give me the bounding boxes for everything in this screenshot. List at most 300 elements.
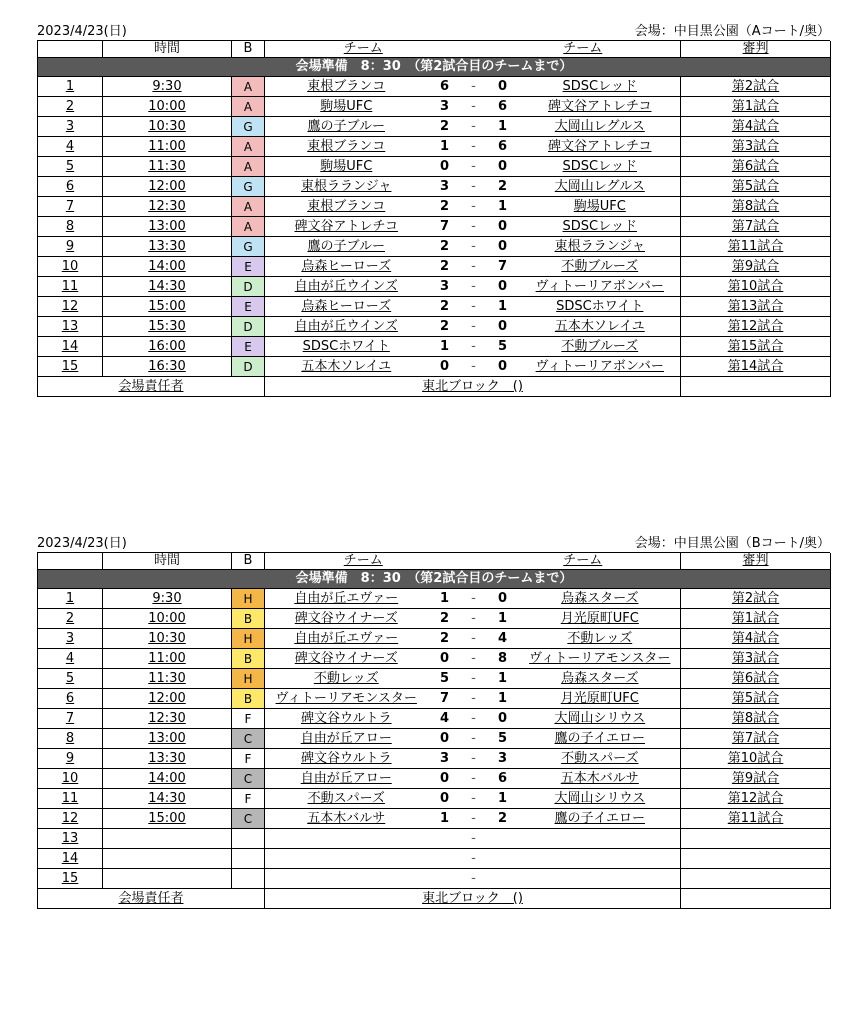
- match-row: [38, 257, 831, 277]
- score-separator: -: [462, 237, 486, 257]
- match-time: 10:00: [103, 609, 232, 629]
- team1-score: [428, 869, 462, 889]
- score-separator: -: [462, 749, 486, 769]
- score-separator: -: [462, 769, 486, 789]
- team1-name: 不動スパーズ: [265, 789, 428, 809]
- team2-score: 1: [486, 297, 520, 317]
- team2-score: 0: [486, 237, 520, 257]
- team2-name: 烏森スターズ: [520, 589, 681, 609]
- match-row: [38, 97, 831, 117]
- team1-score: 2: [428, 257, 462, 277]
- team1-name: 駒場UFC: [265, 157, 428, 177]
- referee-assignment: 第9試合: [681, 257, 831, 277]
- block-badge: C: [232, 729, 265, 749]
- team2-name: 鷹の子イエロー: [520, 729, 681, 749]
- venue-label: 会場：中目黒公園（Aコート/奥）: [634, 24, 830, 39]
- header-time: 時間: [103, 41, 232, 58]
- match-row: [38, 117, 831, 137]
- team2-name: 不動ブルーズ: [520, 257, 681, 277]
- team1-name: ヴィトーリアモンスター: [265, 689, 428, 709]
- schedule-table: [37, 41, 831, 397]
- block-badge: C: [232, 769, 265, 789]
- team1-score: 4: [428, 709, 462, 729]
- team1-score: 3: [428, 97, 462, 117]
- team2-name: 五本木ソレイユ: [520, 317, 681, 337]
- referee-assignment: 第6試合: [681, 157, 831, 177]
- match-number: 6: [38, 177, 103, 197]
- score-separator: -: [462, 337, 486, 357]
- venue-manager-label: 会場責任者: [38, 377, 265, 397]
- header-no: [38, 41, 103, 58]
- team1-name: 碑文谷ウルトラ: [265, 709, 428, 729]
- score-separator: -: [462, 197, 486, 217]
- match-row: [38, 829, 831, 849]
- match-time: 11:00: [103, 649, 232, 669]
- match-time: 15:00: [103, 297, 232, 317]
- match-time: 16:30: [103, 357, 232, 377]
- team1-name: 不動レッズ: [265, 669, 428, 689]
- match-number: 7: [38, 709, 103, 729]
- match-number: 10: [38, 769, 103, 789]
- team2-score: 1: [486, 609, 520, 629]
- match-number: 15: [38, 357, 103, 377]
- match-row: [38, 177, 831, 197]
- match-time: 11:00: [103, 137, 232, 157]
- referee-assignment: [681, 829, 831, 849]
- team2-name: 駒場UFC: [520, 197, 681, 217]
- score-separator: -: [462, 117, 486, 137]
- match-time: [103, 829, 232, 849]
- venue-manager-label: 会場責任者: [38, 889, 265, 909]
- team2-name: 不動レッズ: [520, 629, 681, 649]
- team1-name: 碑文谷アトレチコ: [265, 217, 428, 237]
- match-number: 4: [38, 649, 103, 669]
- score-separator: -: [462, 849, 486, 869]
- score-separator: -: [462, 729, 486, 749]
- team2-score: [486, 869, 520, 889]
- referee-assignment: 第4試合: [681, 117, 831, 137]
- match-row: [38, 609, 831, 629]
- match-number: 14: [38, 337, 103, 357]
- referee-assignment: [681, 869, 831, 889]
- match-time: 13:30: [103, 749, 232, 769]
- block-badge: H: [232, 669, 265, 689]
- block-badge: E: [232, 257, 265, 277]
- schedule-court-a: [37, 24, 830, 397]
- team1-name: 自由が丘アロー: [265, 769, 428, 789]
- team2-score: [486, 829, 520, 849]
- team2-name: 大岡山レグルス: [520, 117, 681, 137]
- block-badge: E: [232, 337, 265, 357]
- team1-name: 東根ブランコ: [265, 137, 428, 157]
- match-time: 9:30: [103, 77, 232, 97]
- match-number: 5: [38, 669, 103, 689]
- referee-assignment: 第6試合: [681, 669, 831, 689]
- block-badge: A: [232, 197, 265, 217]
- score-separator: -: [462, 157, 486, 177]
- team1-name: 自由が丘ウインズ: [265, 277, 428, 297]
- team2-score: 1: [486, 789, 520, 809]
- team1-name: 駒場UFC: [265, 97, 428, 117]
- team1-score: 1: [428, 809, 462, 829]
- match-number: 4: [38, 137, 103, 157]
- team2-name: ヴィトーリアモンスター: [520, 649, 681, 669]
- block-badge: E: [232, 297, 265, 317]
- match-number: 8: [38, 217, 103, 237]
- team2-name: [520, 869, 681, 889]
- team2-score: 0: [486, 77, 520, 97]
- match-number: 13: [38, 829, 103, 849]
- team2-score: 0: [486, 589, 520, 609]
- match-row: [38, 669, 831, 689]
- block-badge: H: [232, 629, 265, 649]
- team1-name: 五本木ソレイユ: [265, 357, 428, 377]
- referee-assignment: 第7試合: [681, 217, 831, 237]
- match-time: 14:30: [103, 789, 232, 809]
- score-separator: -: [462, 869, 486, 889]
- block-badge: G: [232, 237, 265, 257]
- block-badge: F: [232, 789, 265, 809]
- match-number: 5: [38, 157, 103, 177]
- referee-assignment: 第8試合: [681, 709, 831, 729]
- referee-assignment: 第1試合: [681, 97, 831, 117]
- score-separator: -: [462, 789, 486, 809]
- referee-assignment: 第1試合: [681, 609, 831, 629]
- score-separator: -: [462, 177, 486, 197]
- match-time: 10:30: [103, 629, 232, 649]
- team2-name: SDSCホワイト: [520, 297, 681, 317]
- team2-score: 1: [486, 689, 520, 709]
- team1-name: 五本木バルサ: [265, 809, 428, 829]
- team1-score: 0: [428, 649, 462, 669]
- score-separator: -: [462, 589, 486, 609]
- team1-score: 7: [428, 217, 462, 237]
- score-separator: -: [462, 629, 486, 649]
- block-badge: [232, 829, 265, 849]
- match-row: [38, 357, 831, 377]
- referee-assignment: 第11試合: [681, 237, 831, 257]
- team1-name: 烏森ヒーローズ: [265, 257, 428, 277]
- team2-score: 6: [486, 97, 520, 117]
- match-row: [38, 317, 831, 337]
- match-row: [38, 689, 831, 709]
- prep-banner: 会場準備 8：30 （第2試合目のチームまで）: [38, 570, 831, 589]
- team2-score: 0: [486, 157, 520, 177]
- team1-name: 碑文谷ウイナーズ: [265, 609, 428, 629]
- referee-assignment: 第5試合: [681, 177, 831, 197]
- match-row: [38, 709, 831, 729]
- referee-assignment: 第11試合: [681, 809, 831, 829]
- score-separator: -: [462, 357, 486, 377]
- match-number: 14: [38, 849, 103, 869]
- match-number: 3: [38, 629, 103, 649]
- match-number: 9: [38, 237, 103, 257]
- team2-score: 1: [486, 117, 520, 137]
- score-separator: -: [462, 649, 486, 669]
- team1-score: 3: [428, 277, 462, 297]
- team1-name: 自由が丘アロー: [265, 729, 428, 749]
- match-row: [38, 729, 831, 749]
- match-number: 2: [38, 97, 103, 117]
- header-block: B: [232, 41, 265, 58]
- team2-score: 3: [486, 749, 520, 769]
- header-score-gap: [462, 41, 486, 58]
- match-number: 6: [38, 689, 103, 709]
- team1-score: [428, 829, 462, 849]
- block-badge: A: [232, 97, 265, 117]
- header-block: B: [232, 553, 265, 570]
- match-time: 13:00: [103, 217, 232, 237]
- match-row: [38, 629, 831, 649]
- referee-assignment: 第2試合: [681, 589, 831, 609]
- referee-assignment: 第3試合: [681, 649, 831, 669]
- team1-name: SDSCホワイト: [265, 337, 428, 357]
- schedule-court-b: [37, 536, 830, 909]
- match-row: [38, 77, 831, 97]
- team1-score: 6: [428, 77, 462, 97]
- team1-score: 2: [428, 629, 462, 649]
- team2-name: 大岡山シリウス: [520, 709, 681, 729]
- team1-score: 0: [428, 729, 462, 749]
- match-row: [38, 649, 831, 669]
- score-separator: -: [462, 297, 486, 317]
- match-time: 9:30: [103, 589, 232, 609]
- block-label: 東北ブロック (): [265, 889, 681, 909]
- match-row: [38, 869, 831, 889]
- referee-assignment: 第15試合: [681, 337, 831, 357]
- team2-score: 0: [486, 357, 520, 377]
- score-separator: -: [462, 709, 486, 729]
- match-time: 10:00: [103, 97, 232, 117]
- match-row: [38, 589, 831, 609]
- team1-score: 2: [428, 117, 462, 137]
- match-number: 1: [38, 589, 103, 609]
- header-team1: チーム: [265, 41, 462, 58]
- match-number: 13: [38, 317, 103, 337]
- match-number: 1: [38, 77, 103, 97]
- team2-name: 大岡山シリウス: [520, 789, 681, 809]
- team2-name: SDSCレッド: [520, 77, 681, 97]
- team2-score: 7: [486, 257, 520, 277]
- block-badge: F: [232, 709, 265, 729]
- match-number: 12: [38, 809, 103, 829]
- team2-score: 5: [486, 337, 520, 357]
- team2-name: 烏森スターズ: [520, 669, 681, 689]
- column-header-row: [38, 41, 831, 58]
- team2-score: 2: [486, 177, 520, 197]
- match-row: [38, 297, 831, 317]
- referee-assignment: 第13試合: [681, 297, 831, 317]
- team1-score: 0: [428, 789, 462, 809]
- team1-score: 2: [428, 197, 462, 217]
- team1-name: 鷹の子ブルー: [265, 117, 428, 137]
- match-number: 9: [38, 749, 103, 769]
- match-date: 2023/4/23(日): [37, 24, 127, 39]
- match-row: [38, 197, 831, 217]
- referee-assignment: 第12試合: [681, 789, 831, 809]
- score-separator: -: [462, 669, 486, 689]
- referee-assignment: 第2試合: [681, 77, 831, 97]
- block-badge: B: [232, 649, 265, 669]
- score-separator: -: [462, 97, 486, 117]
- match-number: 3: [38, 117, 103, 137]
- header-referee: 審判: [681, 553, 831, 570]
- prep-banner: 会場準備 8：30 （第2試合目のチームまで）: [38, 58, 831, 77]
- team2-score: 0: [486, 317, 520, 337]
- match-number: 10: [38, 257, 103, 277]
- match-row: [38, 769, 831, 789]
- match-row: [38, 137, 831, 157]
- match-time: 13:00: [103, 729, 232, 749]
- block-label: 東北ブロック (): [265, 377, 681, 397]
- team2-name: 五本木バルサ: [520, 769, 681, 789]
- match-time: 15:00: [103, 809, 232, 829]
- team1-score: 1: [428, 589, 462, 609]
- referee-assignment: 第9試合: [681, 769, 831, 789]
- match-number: 11: [38, 277, 103, 297]
- footer-blank: [681, 889, 831, 909]
- venue-label: 会場：中目黒公園（Bコート/奥）: [634, 536, 830, 551]
- team2-score: 2: [486, 809, 520, 829]
- team2-name: [520, 849, 681, 869]
- team1-name: 東根ブランコ: [265, 197, 428, 217]
- match-time: 15:30: [103, 317, 232, 337]
- match-time: 12:30: [103, 709, 232, 729]
- team1-name: 碑文谷ウルトラ: [265, 749, 428, 769]
- block-badge: A: [232, 77, 265, 97]
- match-time: 14:30: [103, 277, 232, 297]
- team2-name: 月光原町UFC: [520, 609, 681, 629]
- team1-score: 7: [428, 689, 462, 709]
- block-badge: D: [232, 357, 265, 377]
- block-badge: [232, 869, 265, 889]
- block-badge: [232, 849, 265, 869]
- team1-score: 3: [428, 749, 462, 769]
- match-number: 8: [38, 729, 103, 749]
- team1-score: 2: [428, 297, 462, 317]
- referee-assignment: 第14試合: [681, 357, 831, 377]
- team2-name: 鷹の子イエロー: [520, 809, 681, 829]
- match-time: 11:30: [103, 669, 232, 689]
- score-separator: -: [462, 809, 486, 829]
- match-number: 11: [38, 789, 103, 809]
- team2-score: 6: [486, 137, 520, 157]
- match-time: 14:00: [103, 769, 232, 789]
- match-row: [38, 217, 831, 237]
- footer-row: [38, 377, 831, 397]
- match-number: 7: [38, 197, 103, 217]
- match-row: [38, 809, 831, 829]
- team1-score: 2: [428, 317, 462, 337]
- score-separator: -: [462, 137, 486, 157]
- score-separator: -: [462, 317, 486, 337]
- block-badge: B: [232, 689, 265, 709]
- match-row: [38, 789, 831, 809]
- header-score-gap: [462, 553, 486, 570]
- referee-assignment: 第7試合: [681, 729, 831, 749]
- match-row: [38, 277, 831, 297]
- prep-banner-row: [38, 58, 831, 77]
- match-date: 2023/4/23(日): [37, 536, 127, 551]
- team1-score: 2: [428, 237, 462, 257]
- team2-score: 0: [486, 277, 520, 297]
- team1-score: [428, 849, 462, 869]
- match-row: [38, 749, 831, 769]
- score-separator: -: [462, 217, 486, 237]
- team1-score: 0: [428, 357, 462, 377]
- score-separator: -: [462, 257, 486, 277]
- block-badge: A: [232, 157, 265, 177]
- team2-name: 大岡山レグルス: [520, 177, 681, 197]
- team2-score: [486, 849, 520, 869]
- match-row: [38, 157, 831, 177]
- block-badge: D: [232, 277, 265, 297]
- team2-score: 6: [486, 769, 520, 789]
- match-time: 12:00: [103, 689, 232, 709]
- header-team2: チーム: [486, 553, 681, 570]
- schedule-header: [37, 536, 830, 553]
- match-time: 10:30: [103, 117, 232, 137]
- match-number: 15: [38, 869, 103, 889]
- block-badge: H: [232, 589, 265, 609]
- team1-name: 鷹の子ブルー: [265, 237, 428, 257]
- match-row: [38, 237, 831, 257]
- team1-name: [265, 849, 428, 869]
- referee-assignment: 第5試合: [681, 689, 831, 709]
- referee-assignment: 第10試合: [681, 749, 831, 769]
- schedule-table: [37, 553, 831, 909]
- team2-name: [520, 829, 681, 849]
- referee-assignment: [681, 849, 831, 869]
- block-badge: A: [232, 137, 265, 157]
- referee-assignment: 第3試合: [681, 137, 831, 157]
- team2-name: 不動スパーズ: [520, 749, 681, 769]
- team2-name: SDSCレッド: [520, 217, 681, 237]
- schedule-header: [37, 24, 830, 41]
- team1-score: 2: [428, 609, 462, 629]
- referee-assignment: 第12試合: [681, 317, 831, 337]
- team1-name: 自由が丘エヴァー: [265, 629, 428, 649]
- match-number: 2: [38, 609, 103, 629]
- header-referee: 審判: [681, 41, 831, 58]
- team1-score: 1: [428, 137, 462, 157]
- match-row: [38, 337, 831, 357]
- block-badge: B: [232, 609, 265, 629]
- team2-score: 8: [486, 649, 520, 669]
- team2-name: 東根ラランジャ: [520, 237, 681, 257]
- team2-name: 碑文谷アトレチコ: [520, 137, 681, 157]
- match-time: 11:30: [103, 157, 232, 177]
- match-time: [103, 849, 232, 869]
- team1-name: 自由が丘エヴァー: [265, 589, 428, 609]
- header-no: [38, 553, 103, 570]
- team1-score: 3: [428, 177, 462, 197]
- block-badge: D: [232, 317, 265, 337]
- team2-score: 1: [486, 197, 520, 217]
- score-separator: -: [462, 277, 486, 297]
- score-separator: -: [462, 829, 486, 849]
- block-badge: G: [232, 117, 265, 137]
- team2-name: ヴィトーリアボンバー: [520, 357, 681, 377]
- footer-blank: [681, 377, 831, 397]
- match-time: 13:30: [103, 237, 232, 257]
- match-row: [38, 849, 831, 869]
- team1-name: 烏森ヒーローズ: [265, 297, 428, 317]
- team2-name: 月光原町UFC: [520, 689, 681, 709]
- team1-name: [265, 829, 428, 849]
- team2-name: SDSCレッド: [520, 157, 681, 177]
- team2-name: 碑文谷アトレチコ: [520, 97, 681, 117]
